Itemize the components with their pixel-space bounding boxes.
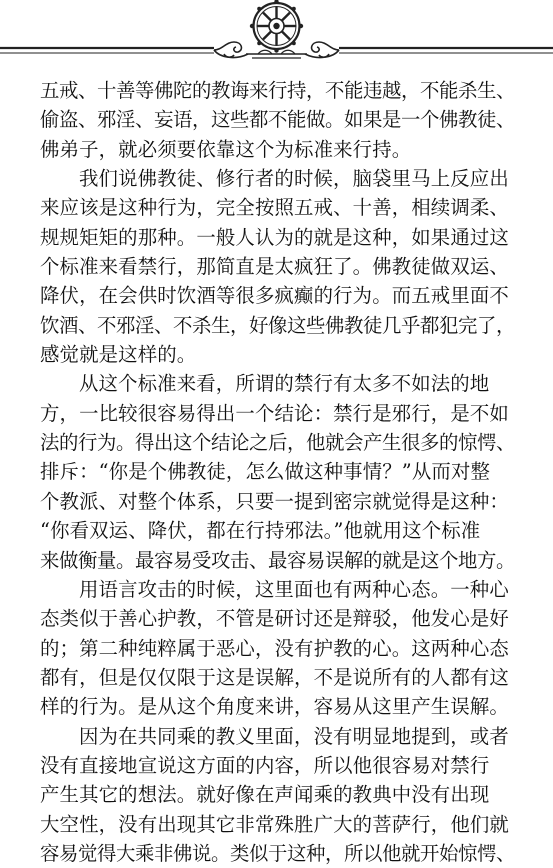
text-line: 佛弟子，就必须要依靠这个为标准来行持。 <box>40 137 412 161</box>
paragraph <box>40 164 516 369</box>
text-line: “你看双运、降伏，都在行持邪法。”他就用这个标准 <box>40 519 481 543</box>
book-page-body <box>40 76 516 868</box>
cloud-scroll-right-icon <box>305 42 339 57</box>
text-line: 用语言攻击的时候，这里面也有两种心态。一种心 <box>79 577 509 601</box>
text-line: 个标准来看禁行，那简直是太疯狂了。佛教徒做双运、 <box>40 255 509 279</box>
paragraph <box>40 76 516 164</box>
text-line: 感觉就是这样的。 <box>40 343 197 367</box>
text-line: 因为在共同乘的教义里面，没有明显地提到，或者 <box>79 724 509 748</box>
text-line: 法的行为。得出这个结论之后，他就会产生很多的惊愕、 <box>40 431 515 455</box>
paragraph <box>40 722 516 868</box>
text-line: 饮酒、不邪淫、不杀生，好像这些佛教徒几乎都犯完了， <box>40 313 515 337</box>
text-line: 方，一比较很容易得出一个结论：禁行是邪行，是不如 <box>40 401 509 425</box>
right-rule-ornament <box>339 48 553 53</box>
text-line: 五戒、十善等佛陀的教诲来行持，不能违越，不能杀生、 <box>40 79 515 102</box>
text-line: 降伏，在会供时饮酒等很多疯癫的行为。而五戒里面不 <box>40 284 509 308</box>
paragraph <box>40 369 516 574</box>
text-line: 没有直接地宣说这方面的内容，所以他很容易对禁行 <box>40 753 490 777</box>
page-header-ornament <box>0 0 553 64</box>
text-line: 规规矩矩的那种。一般人认为的就是这种，如果通过这 <box>40 225 509 249</box>
text-line: 从这个标准来看，所谓的禁行有太多不如法的地 <box>79 372 490 396</box>
text-line: 个教派、对整个体系，只要一提到密宗就觉得是这种： <box>40 489 509 513</box>
text-line: 来做衡量。最容易受攻击、最容易误解的就是这个地方。 <box>40 548 515 572</box>
text-line: 排斥：“你是个佛教徒，怎么做这种事情？”从而对整 <box>40 460 491 484</box>
text-line: 的；第二种纯粹属于恶心，没有护教的心。这两种心态 <box>40 636 509 660</box>
text-line: 偷盗、邪淫、妄语，这些都不能做。如果是一个佛教徒、 <box>40 108 515 132</box>
text-line: 大空性，没有出现其它非常殊胜广大的菩萨行，他们就 <box>40 812 509 836</box>
text-line: 我们说佛教徒、修行者的时候，脑袋里马上反应出 <box>79 167 509 191</box>
paragraph <box>40 575 516 722</box>
text-line: 容易觉得大乘非佛说。类似于这种，所以他就开始惊愕、 <box>40 841 515 865</box>
text-line: 产生其它的想法。就好像在声闻乘的教典中没有出现 <box>40 783 490 807</box>
text-line: 样的行为。是从这个角度来讲，容易从这里产生误解。 <box>40 695 509 719</box>
cloud-scroll-left-icon <box>214 42 248 57</box>
left-rule-ornament <box>0 48 214 53</box>
text-line: 都有，但是仅仅限于这是误解，不是说所有的人都有这 <box>40 665 509 689</box>
text-line: 态类似于善心护教，不管是研讨还是辩驳，他发心是好 <box>40 607 509 631</box>
text-line: 来应该是这种行为，完全按照五戒、十善，相续调柔、 <box>40 196 509 220</box>
dharma-wheel-icon <box>250 0 303 53</box>
